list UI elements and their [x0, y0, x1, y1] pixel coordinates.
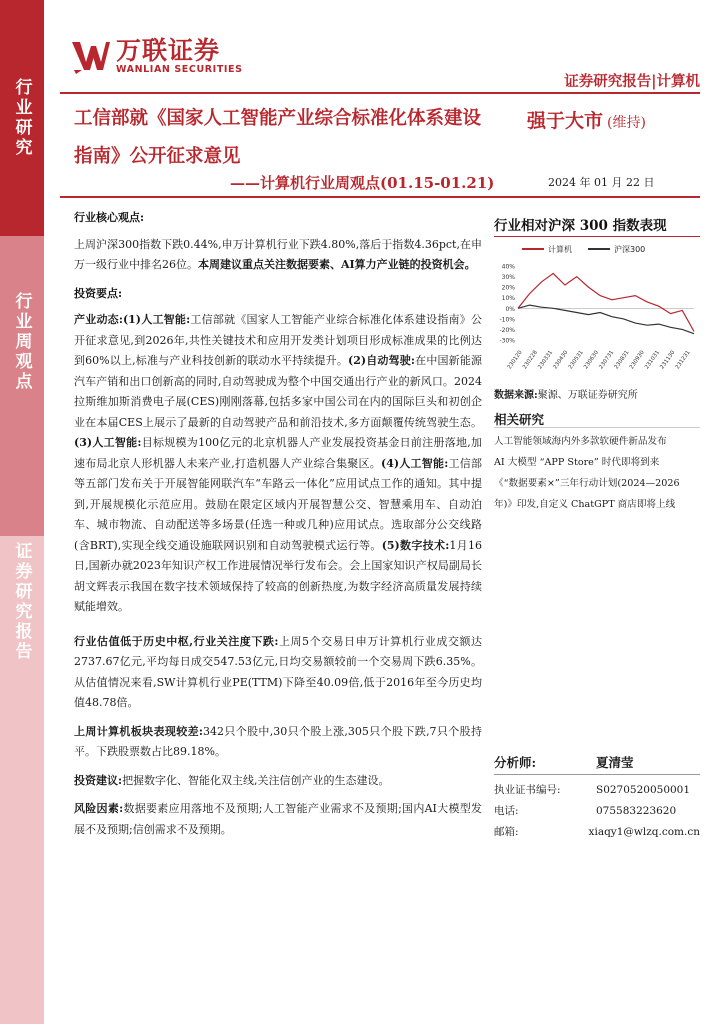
x-tick-label: 231031	[644, 349, 662, 371]
wanlian-logo-icon	[70, 36, 110, 76]
investment-advice-text: 把握数字化、智能化双主线,关注信创产业的生态建设。	[122, 773, 390, 787]
y-tick-label: 10%	[501, 295, 515, 303]
related-item[interactable]: AI 大模型 “APP Store” 时代即将到来	[494, 457, 660, 468]
performance-paragraph	[74, 722, 482, 763]
x-tick-label: 230228	[521, 349, 539, 371]
x-tick-label: 230731	[598, 349, 616, 371]
x-tick-label: 231130	[659, 349, 677, 371]
logo-english-text: WANLIAN SECURITIES	[116, 63, 243, 75]
chart-title-divider	[494, 236, 700, 237]
report-type-label: 证券研究报告|计算机	[564, 73, 700, 90]
dyn-point-1-label: (1)人工智能:	[122, 313, 191, 326]
industry-dynamics-paragraph	[74, 310, 482, 618]
rating-note: (维持)	[607, 115, 646, 131]
y-tick-label: 40%	[501, 263, 515, 271]
report-date: 2024 年 01 月 22 日	[548, 176, 655, 189]
valuation-text: 上周5个交易日申万计算机行业成交额达2737.67亿元,平均每日成交547.53亿元,日均交易额较前一个交易周下跌6.35%。从估值情况来看,SW计算机行业PE(TTM)下降至40.09倍,低于2016年至今历史均值48.78倍。	[74, 634, 483, 709]
investment-advice-paragraph	[74, 771, 482, 792]
cert-label: 执业证书编号:	[494, 784, 561, 796]
logo-chinese-text: 万联证券	[116, 35, 221, 65]
rating-value: 强于大市	[527, 110, 604, 132]
email-label: 邮箱:	[494, 826, 519, 838]
header-divider	[60, 92, 700, 94]
core-view-heading: 行业核心观点:	[74, 211, 145, 224]
phone-label: 电话:	[494, 805, 519, 817]
sidebar-label-2: 行业周观点	[11, 292, 32, 392]
sidebar-block-weekly-view	[0, 236, 44, 536]
core-view-bold: 本周建议重点关注数据要素、AI算力产业链的投资机会。	[198, 258, 476, 271]
cert-value: S0270520050001	[596, 783, 691, 796]
series-line	[518, 305, 694, 334]
related-item[interactable]: 《“数据要素×”三年行动计划(2024—2026	[494, 478, 680, 489]
analyst-name: 夏清莹	[596, 755, 634, 770]
y-tick-label: -30%	[499, 337, 515, 345]
source-text: 聚源、万联证券研究所	[537, 390, 638, 401]
dyn-point-3-label: (3)人工智能:	[74, 436, 142, 449]
dyn-point-5-text: 1月16日,国新办就2023年知识产权工作进展情况举行发布会。会上国家知识产权局副局长胡文辉表示我国在数字技术领域保持了较高的创新热度,为数字经济高质量发展持续赋能增效。	[74, 538, 482, 613]
main-content	[74, 208, 482, 848]
series-line	[518, 273, 694, 331]
performance-label: 上周计算机板块表现较差:	[74, 724, 203, 738]
related-research-divider	[494, 427, 700, 428]
x-tick-label: 230531	[567, 349, 585, 371]
dyn-point-5-label: (5)数字技术:	[381, 538, 450, 552]
risk-factors-label: 风险因素:	[74, 802, 124, 815]
x-tick-label: 230430	[552, 349, 570, 371]
valuation-label: 行业估值低于历史中枢,行业关注度下跌:	[74, 634, 279, 648]
x-tick-label: 230331	[537, 349, 555, 371]
sidebar-label-1: 行业研究	[11, 78, 32, 158]
x-tick-label: 230120	[506, 349, 524, 371]
sidebar-label-3: 证券研究报告	[11, 542, 32, 662]
x-tick-label: 230831	[613, 349, 631, 371]
title-divider	[60, 196, 700, 198]
company-logo	[70, 36, 243, 76]
x-tick-label: 230630	[583, 349, 601, 371]
dyn-point-3-text: 目标规模为100亿元的北京机器人产业发展投资基金日前注册落地,加速布局北京人形机器人未来产业,打造机器人产业综合集聚区。	[74, 436, 482, 470]
y-tick-label: 20%	[501, 284, 515, 292]
dyn-point-2-label: (2)自动驾驶:	[348, 354, 415, 367]
core-view-paragraph	[74, 235, 482, 276]
investment-advice-label: 投资建议:	[74, 773, 123, 787]
phone-value: 075583223620	[596, 804, 677, 817]
data-source	[494, 386, 638, 401]
related-research-heading: 相关研究	[494, 412, 545, 427]
y-tick-label: 0%	[505, 305, 515, 313]
related-research-list	[494, 431, 704, 515]
analyst-label: 分析师:	[494, 755, 537, 770]
risk-factors-paragraph	[74, 799, 482, 840]
sidebar-block-industry-research	[0, 0, 44, 236]
report-title: 工信部就《国家人工智能产业综合标准化体系建设指南》公开征求意见	[74, 108, 482, 167]
report-subtitle: ——计算机行业周观点(01.15-01.21)	[230, 174, 495, 192]
email-value[interactable]: xiaqy1@wlzq.com.cn	[588, 825, 700, 838]
related-item[interactable]: 人工智能领域海内外多款软硬件新品发布	[494, 436, 667, 447]
y-tick-label: -10%	[499, 316, 515, 324]
dyn-point-1-text: 工信部就《国家人工智能产业综合标准化体系建设指南》公开征求意见,到2026年,共性关键技术和应用开发类计划项目形成标准成果的比例达到60%以上,标准与产业科技创新的联动水平持续提升。	[74, 313, 483, 367]
risk-factors-text: 数据要素应用落地不及预期;人工智能产业需求不及预期;国内AI大模型发展不及预期;信创需求不及预期。	[74, 802, 482, 836]
industry-rating	[527, 106, 646, 133]
dyn-point-4-label: (4)人工智能:	[381, 456, 449, 470]
related-item[interactable]: 年)》印发,自定义 ChatGPT 商店即将上线	[494, 499, 676, 510]
x-tick-label: 230930	[628, 349, 646, 371]
analyst-info	[494, 750, 700, 842]
dynamics-label: 产业动态:	[74, 313, 123, 326]
dyn-point-2-text: 在中国新能源汽车产销和出口创新高的同时,自动驾驶成为整个中国交通出行产业的新风口。2024拉斯维加斯消费电子展(CES)刚刚落幕,包括多家中国公司在内的国际巨头和初创企业在本届CES上展示了最新的自动驾驶产品和前沿技术,多方面颠覆传统驾驶生态。	[74, 354, 483, 429]
y-tick-label: -20%	[499, 326, 515, 334]
core-view-text: 上周沪深300指数下跌0.44%,申万计算机行业下跌4.80%,落后于指数4.36pct,在申万一级行业中排名26位。	[74, 237, 482, 271]
performance-text: 342只个股中,30只个股上涨,305只个股下跌,7只个股持平。下跌股票数占比89.18%。	[74, 724, 482, 758]
left-sidebar	[0, 0, 44, 1024]
y-tick-label: 30%	[501, 274, 515, 282]
valuation-paragraph	[74, 632, 482, 714]
legend-label: 沪深300	[614, 245, 646, 254]
investment-points-heading: 投资要点:	[74, 286, 123, 300]
relative-performance-chart	[494, 240, 700, 380]
x-tick-label: 231231	[674, 349, 692, 371]
analyst-divider	[494, 774, 700, 775]
dyn-point-4-text: 工信部等五部门发布关于开展智能网联汽车“车路云一体化”应用试点工作的通知。其中提到,开展规模化示范应用。鼓励在限定区域内开展智慧公交、智慧乘用车、自动泊车、城市物流、自动配送等多场景(任选一种或几种)应用试点。选取部分公交线路(含BRT),实现全线交通设施联网识别和自动驾驶模式运行等。	[74, 456, 483, 552]
source-label: 数据来源:	[494, 390, 538, 401]
chart-title: 行业相对沪深 300 指数表现	[494, 218, 667, 234]
sidebar-block-securities-report	[0, 536, 44, 1024]
legend-label: 计算机	[548, 245, 572, 254]
